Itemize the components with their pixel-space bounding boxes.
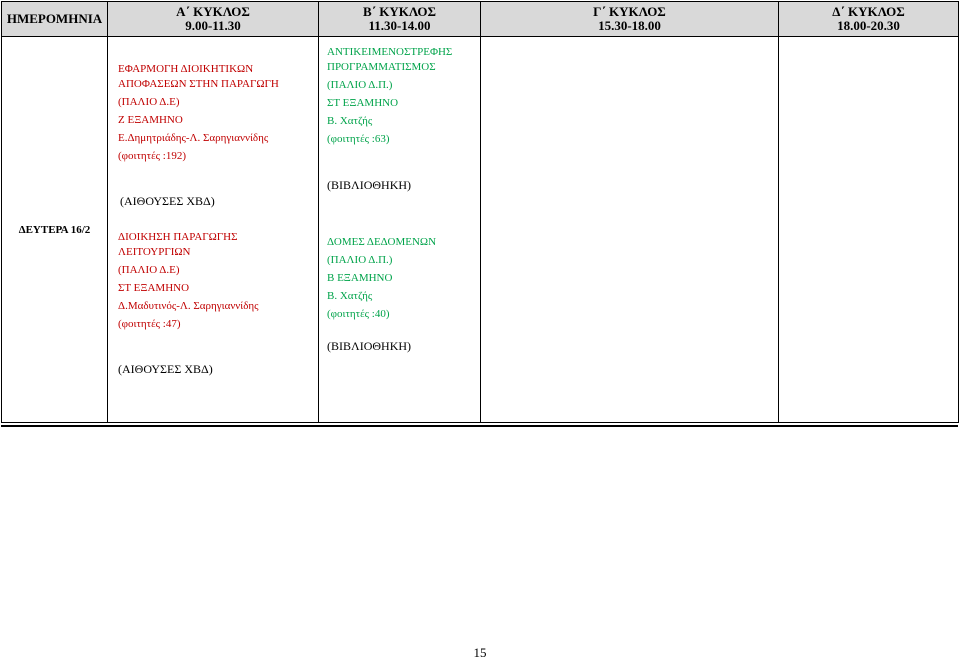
header-cycle-a: Α΄ ΚΥΚΛΟΣ 9.00-11.30: [108, 2, 319, 37]
header-cycle-c: Γ΄ ΚΥΚΛΟΣ 15.30-18.00: [481, 2, 779, 37]
header-date: ΗΜΕΡΟΜΗΝΙΑ: [2, 2, 108, 37]
date-cell: [2, 37, 108, 423]
table-bottom-border: [1, 425, 958, 427]
room-label: (ΑΙΘΟΥΣΕΣ ΧΒΔ): [120, 194, 215, 208]
exam-entry: ΑΝΤΙΚΕΙΜΕΝΟΣΤΡΕΦΗΣ ΠΡΟΓΡΑΜΜΑΤΙΣΜΟΣ (ΠΑΛΙΟ Δ.Π.) ΣΤ ΕΞΑΜΗΝΟ Β. Χατζής (φοιτητές :63): [327, 46, 453, 145]
room-label: (ΒΙΒΛΙΟΘΗΚΗ): [327, 339, 412, 353]
cycle-a-cell: [108, 37, 319, 423]
day-row: [2, 37, 959, 423]
exam-entry: ΔΙΟΙΚΗΣΗ ΠΑΡΑΓΩΓΗΣ ΛΕΙΤΟΥΡΓΙΩΝ (ΠΑΛΙΟ Δ.Ε) ΣΤ ΕΞΑΜΗΝΟ Δ.Μαδυτινός-Λ. Σαρηγιαννίδης (φοιτητές :47): [118, 231, 259, 330]
exam-schedule: [1, 1, 958, 423]
schedule-table: [1, 1, 959, 423]
room-label: (ΑΙΘΟΥΣΕΣ ΧΒΔ): [118, 362, 213, 376]
header-cycle-d: Δ΄ ΚΥΚΛΟΣ 18.00-20.30: [779, 2, 959, 37]
cycle-d-cell: [779, 37, 959, 423]
cycle-b-cell: [319, 37, 481, 423]
header-row: [2, 2, 959, 37]
date-label: ΔΕΥΤΕΡΑ 16/2: [18, 223, 91, 236]
exam-entry: ΕΦΑΡΜΟΓΗ ΔΙΟΙΚΗΤΙΚΩΝ ΑΠΟΦΑΣΕΩΝ ΣΤΗΝ ΠΑΡΑΓΩΓΗ (ΠΑΛΙΟ Δ.Ε) Ζ ΕΞΑΜΗΝΟ Ε.Δημητριάδης-Λ. Σαρηγιαννίδης (φοιτητές :192): [118, 63, 279, 162]
page-number: 15: [473, 645, 487, 660]
exam-entry: ΔΟΜΕΣ ΔΕΔΟΜΕΝΩΝ (ΠΑΛΙΟ Δ.Π.) Β ΕΞΑΜΗΝΟ Β. Χατζής (φοιτητές :40): [327, 236, 437, 320]
header-cycle-b: Β΄ ΚΥΚΛΟΣ 11.30-14.00: [319, 2, 481, 37]
cycle-c-cell: [481, 37, 779, 423]
room-label: (ΒΙΒΛΙΟΘΗΚΗ): [327, 178, 412, 192]
